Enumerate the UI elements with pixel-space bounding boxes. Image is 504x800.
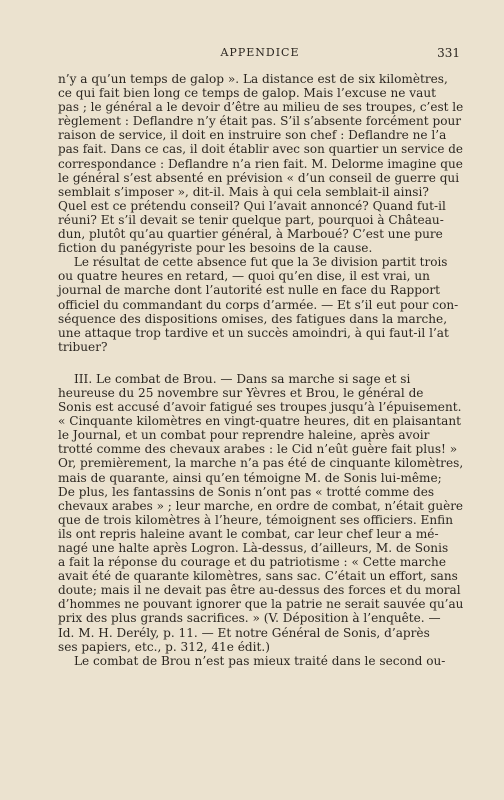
- text-line: tribuer?: [58, 339, 108, 354]
- text-line: « Cinquante kilomètres en vingt-quatre heures, dit en plaisantant: [58, 414, 461, 429]
- text-line: ce qui fait bien long ce temps de galop. Mais l’excuse ne vaut: [58, 86, 436, 101]
- text-line: De plus, les fantassins de Sonis n’ont pas « trotté comme des: [58, 484, 435, 499]
- text-line: d’hommes ne pouvant ignorer que la patrie ne serait sauvée qu’au: [58, 597, 464, 612]
- paragraph-2: [58, 255, 463, 354]
- text-line: a fait la réponse du courage et du patriotisme : « Cette marche: [58, 555, 446, 570]
- text-line: ou quatre heures en retard, — quoi qu’en dise, il est vrai, un: [58, 269, 430, 284]
- paragraph-3: [58, 372, 463, 654]
- text-line: ses papiers, etc., p. 312, 41e édit.): [58, 639, 270, 654]
- text-line: séquence des dispositions omises, des fatigues dans la marche,: [58, 311, 448, 326]
- text-line: le général s’est absenté en prévision « d’un conseil de guerre qui: [58, 170, 460, 185]
- text-line: officiel du commandant du corps d’armée. — Et s’il eut pour con-: [58, 297, 459, 312]
- text-line: Sonis est accusé d’avoir fatigué ses troupes jusqu’à l’épuisement.: [58, 400, 462, 415]
- text-line: fiction du panégyriste pour les besoins de la cause.: [58, 241, 373, 256]
- text-line: Le combat de Brou n’est pas mieux traité dans le second ou-: [74, 653, 446, 668]
- text-line: prix des plus grands sacrifices. » (V. Déposition à l’enquête. —: [58, 611, 441, 626]
- text-line: heureuse du 25 novembre sur Yèvres et Brou, le général de: [58, 385, 424, 400]
- text-line: dun, plutôt qu’au quartier général, à Marboué? C’est une pure: [58, 227, 443, 242]
- text-line: règlement : Deflandre n’y était pas. S’il s’absente forcément pour: [58, 114, 462, 129]
- text-line: correspondance : Deflandre n’a rien fait. M. Delorme imagine que: [58, 156, 463, 171]
- body-text: [58, 72, 463, 668]
- text-line: nagé une halte après Logron. Là-dessus, d’ailleurs, M. de Sonis: [58, 541, 449, 555]
- running-title: APPENDICE: [220, 46, 300, 59]
- text-line: doute; mais il ne devait pas être au-dessus des forces et du moral: [58, 583, 461, 598]
- text-line: chevaux arabes » ; leur marche, en ordre de combat, n’était guère: [58, 498, 464, 513]
- paragraph-4: [58, 654, 463, 668]
- page-number: 331: [437, 46, 460, 60]
- text-line: III. Le combat de Brou. — Dans sa marche si sage et si: [74, 371, 411, 386]
- text-line: journal de marche dont l’autorité est nulle en face du Rapport: [58, 283, 440, 298]
- text-line: le Journal, et un combat pour reprendre haleine, après avoir: [58, 428, 430, 443]
- text-line: Or, premièrement, la marche n’a pas été de cinquante kilomètres,: [58, 456, 464, 471]
- text-line: mais de quarante, ainsi qu’en témoigne M. de Sonis lui-même;: [58, 470, 442, 485]
- text-line: Id. M. H. Derély, p. 11. — Et notre Général de Sonis, d’après: [58, 625, 430, 640]
- text-line: réuni? Et s’il devait se tenir quelque part, pourquoi à Château-: [58, 212, 444, 227]
- text-line: trotté comme des chevaux arabes : le Cid n’eût guère fait plus! »: [58, 442, 458, 457]
- text-line: Quel est ce prétendu conseil? Qui l’avait annoncé? Quand fut-il: [58, 198, 446, 213]
- text-line: ils ont repris haleine avant le combat, car leur chef leur a mé-: [58, 526, 439, 541]
- page-header: [60, 46, 460, 62]
- text-line: une attaque trop tardive et un succès amoindri, à qui faut-il l’at: [58, 325, 449, 340]
- text-line: Le résultat de cette absence fut que la 3e division partit trois: [73, 255, 448, 270]
- text-line: semblait s’imposer », dit-il. Mais à qui cela semblait-il ainsi?: [58, 184, 429, 199]
- text-line: raison de service, il doit en instruire son chef : Deflandre ne l’a: [58, 128, 447, 143]
- text-line: que de trois kilomètres à l’heure, témoignent ses officiers. Enfin: [58, 512, 453, 527]
- text-line: n’y a qu’un temps de galop ». La distance est de six kilomètres,: [58, 72, 448, 86]
- paragraph-1: [58, 72, 463, 255]
- text-line: pas fait. Dans ce cas, il doit établir avec son quartier un service de: [58, 142, 463, 157]
- text-line: avait été de quarante kilomètres, sans sac. C’était un effort, sans: [58, 569, 458, 584]
- text-line: pas ; le général a le devoir d’être au milieu de ses troupes, c’est le: [58, 100, 464, 115]
